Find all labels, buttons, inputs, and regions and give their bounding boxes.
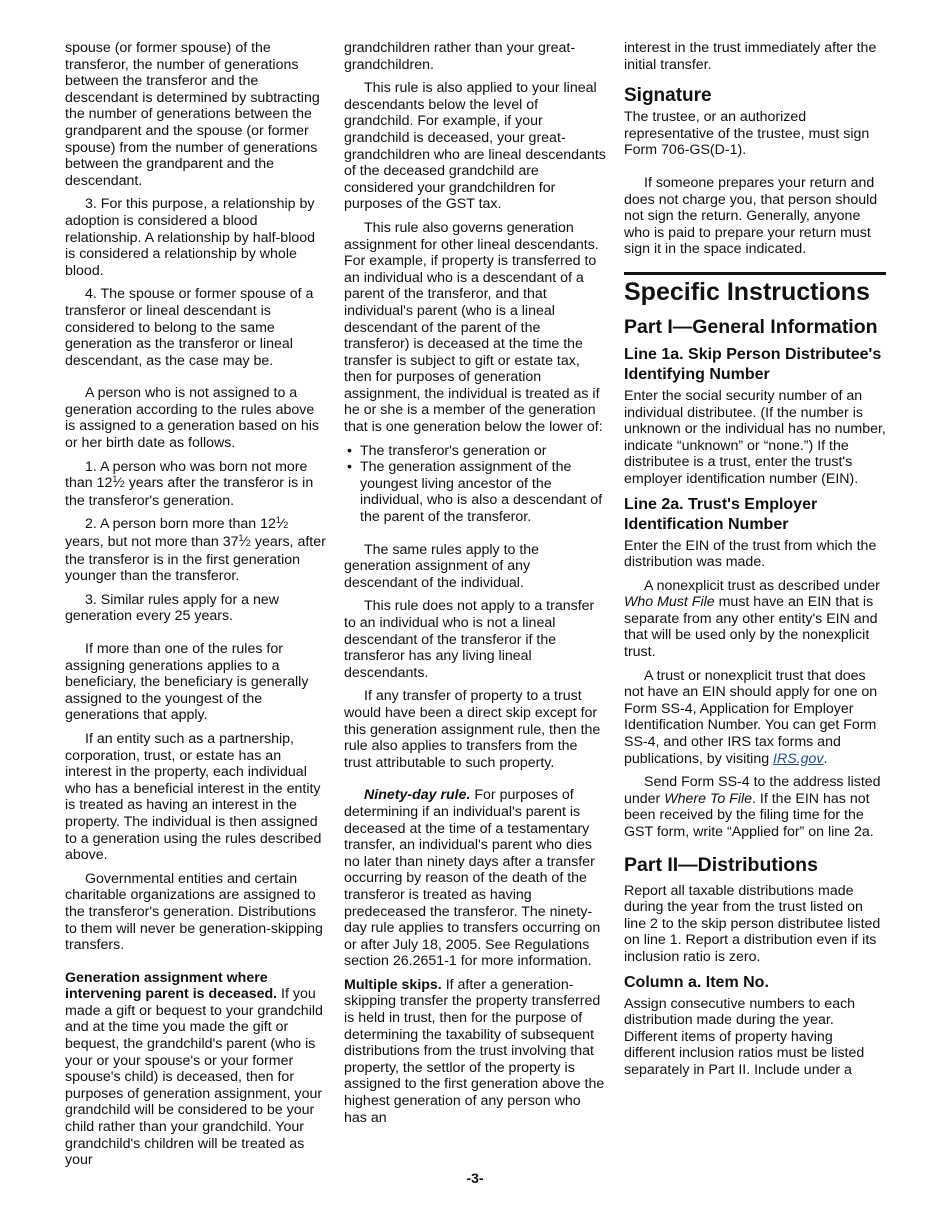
paragraph: This rule is also applied to your lineal descendants below the level of grandchild. For example, if your grandchild is deceased, your great-grandchildren who are lineal descendants of the deceased grandchild are considered your grandchildren for purposes of the GST tax. xyxy=(344,80,606,213)
paragraph: Enter the social security number of an individual distributee. (If the number is unknown or the individual has no number, indicate “unknown” or “none.”) If the distributee is a trust, enter the trust's employer identification number (EIN). xyxy=(624,387,886,487)
paragraph: If someone prepares your return and does not charge you, that person should not sign the return. Generally, anyone who is paid to prepare your return must sign it in the space indicated. xyxy=(624,174,878,258)
page-number: -3- xyxy=(466,1170,484,1186)
paragraph: If an entity such as a partnership, corporation, trust, or estate has an interest in the property, each individual who has a beneficial interest in the entity is treated as having an interest in the property. The individual is then assigned to a generation using the rules described above. xyxy=(65,730,322,864)
paragraph: grandchildren rather than your great-grandchildren. xyxy=(344,40,576,73)
run-in-heading: Ninety-day rule. xyxy=(364,787,471,804)
paragraph: The same rules apply to the generation assignment of any descendant of the individual. xyxy=(344,541,540,591)
column-left xyxy=(65,40,327,1176)
paragraph: Enter the EIN of the trust from which the distribution was made. xyxy=(624,537,877,571)
paragraph: Report all taxable distributions made during the year from the trust listed on line 2 to the skip person distributee listed on line 1. Report a distribution even if its inclusion ratio is zero. xyxy=(624,882,881,965)
paragraph: Send Form SS-4 to the address listed under Where To File. If the EIN has not been received by the filing time for the GST form, write “Applied for” on line 2a. xyxy=(624,774,881,840)
column-right xyxy=(624,40,886,1086)
section-heading-part-2: Part II—Distributions xyxy=(624,853,818,876)
section-heading-specific-instructions: Specific Instructions xyxy=(624,272,886,307)
paragraph: 1. A person who was born not more than $12^1⁄2$ years after the transferor is in the transferor's generation. xyxy=(65,458,314,509)
paragraph: spouse (or former spouse) of the transferor, the number of generations between the transferor and the descendant is determined by subtracting the number of generations between the grandparent and the spouse (or former spouse) from the number of generations between the grandparent and the descendant. xyxy=(65,40,320,189)
paragraph: A trust or nonexplicit trust that does not have an EIN should apply for one on Form SS-4, Application for Employer Identification Number. You can get Form SS-4, and other IRS tax forms and publications, by visiting IRS.gov. xyxy=(624,667,878,767)
column-a-heading: Column a. Item No. xyxy=(624,973,769,991)
run-in-heading: Generation assignment where intervening parent is deceased. xyxy=(65,969,278,1003)
column-middle xyxy=(344,40,606,1133)
paragraph: 3. Similar rules apply for a new generation every 25 years. xyxy=(65,591,279,625)
line-heading-2a: Line 2a. Trust's Employer Identification Number xyxy=(624,495,818,533)
paragraph: interest in the trust immediately after the initial transfer. xyxy=(624,40,877,73)
paragraph: Assign consecutive numbers to each distribution made during the year. Different items of property having different inclusion ratios must be listed separately in Part II. Include under a xyxy=(624,995,865,1078)
paragraph: Generation assignment where intervening parent is deceased. If you made a gift or bequest to your grandchild and at the time you made the gift or bequest, the grandchild's parent (who is your or your spouse's or your former spouse's child) is deceased, then for purposes of generation assignment, your grandchild will be considered to be your child rather than your grandchild. Your grandchild's children will be treated as your xyxy=(65,969,323,1169)
paragraph: The trustee, or an authorized representative of the trustee, must sign Form 706-GS(D-1). xyxy=(624,109,870,159)
irs-gov-link[interactable]: IRS.gov xyxy=(773,750,824,767)
paragraph: 3. For this purpose, a relationship by adoption is considered a blood relationship. A relationship by half-blood is considered a relationship by whole blood. xyxy=(65,196,316,279)
paragraph: 4. The spouse or former spouse of a transferor or lineal descendant is considered to belong to the same generation as the transferor or lineal descendant, as the case may be. xyxy=(65,286,314,369)
list-item: • The transferor's generation or xyxy=(344,443,606,460)
line-heading-1a: Line 1a. Skip Person Distributee's Identifying Number xyxy=(624,345,882,383)
section-heading-part-1: Part I—General Information xyxy=(624,315,878,338)
paragraph: 2. A person born more than $12^1⁄2$ years, but not more than $37^1⁄2$ years, after the transferor is in the first generation younger than the transferor. xyxy=(65,515,326,585)
paragraph: This rule also governs generation assignment for other lineal descendants. For example, if property is transferred to an individual who is a descendant of a parent of the transferor, and that individual's parent (who is a lineal descendant of the parent of the transferor) is deceased at the time the transfer is subject to gift or estate tax, then for purposes of generation assignment, the individual is treated as if he or she is a member of the generation that is one generation below the lower of: xyxy=(344,219,603,436)
paragraph: If more than one of the rules for assigning generations applies to a beneficiary, the beneficiary is generally assigned to the youngest of the generations that apply. xyxy=(65,641,309,724)
paragraph: Governmental entities and certain charitable organizations are assigned to the transferor's generation. Distributions to them will never be generation-skipping transfers. xyxy=(65,870,323,954)
list-item: • The generation assignment of the youngest living ancestor of the individual, who is also a descendant of the parent of the transferor. xyxy=(344,459,606,525)
run-in-heading: Multiple skips. xyxy=(344,976,442,993)
paragraph: A nonexplicit trust as described under Who Must File must have an EIN that is separate from any other entity's EIN and that will be used only by the nonexplicit trust. xyxy=(624,577,880,661)
section-heading-signature: Signature xyxy=(624,85,712,107)
paragraph: This rule does not apply to a transfer to an individual who is not a lineal descendant of the transferor if the transferor has any living lineal descendants. xyxy=(344,598,595,681)
paragraph: Ninety-day rule. For purposes of determining if an individual's parent is deceased at the time of a testamentary transfer, an individual's parent who dies no later than ninety days after a transfer occurring by reason of the death of the transferor is treated as having predeceased the transferor. The ninety-day rule applies to transfers occurring on or after July 18, 2005. See Regulations section 26.2651-1 for more information. xyxy=(344,787,601,970)
paragraph: If any transfer of property to a trust would have been a direct skip except for this generation assignment rule, then the rule also applies to transfers from the trust attributable to such property. xyxy=(344,688,601,771)
paragraph: Multiple skips. If after a generation-skipping transfer the property transferred is held in trust, then for the purpose of determining the taxability of subsequent distributions from the trust involving that property, the settlor of the property is assigned to the first generation above the highest generation of any person who has an xyxy=(344,976,605,1126)
bullet-list xyxy=(344,443,606,526)
paragraph: A person who is not assigned to a generation according to the rules above is assigned to a generation based on his or her birth date as follows. xyxy=(65,385,319,452)
